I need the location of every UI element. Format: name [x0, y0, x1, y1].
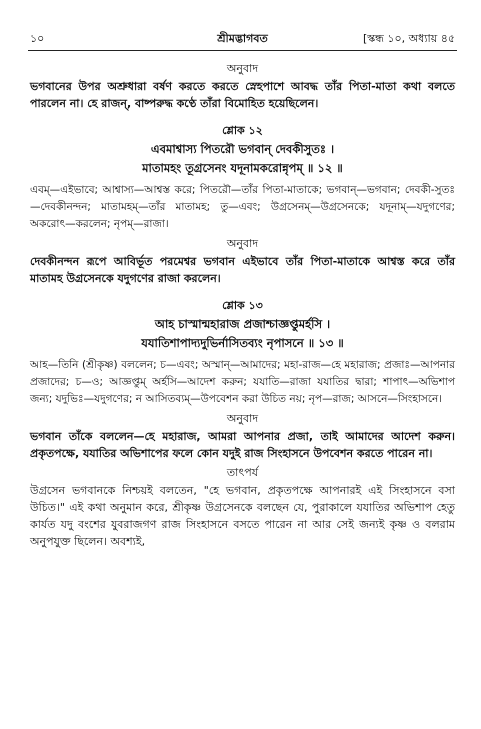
chapter-reference: [স্কন্ধ ১০, অধ্যায় ৪৫	[362, 32, 455, 45]
sanskrit-verse	[30, 140, 455, 178]
translation-text: ভগবান তাঁকে বললেন—হে মহারাজ, আমরা আপনার প্রজা, তাই আমাদের আদেশ করুন। প্রকৃতপক্ষে, যযাতির অভিশাপের ফলে কোন যদুই রাজ সিংহাসনে উপবেশন করতে পারেন না।	[30, 430, 455, 460]
section-heading: অনুবাদ	[226, 237, 259, 250]
sanskrit-line: মাতামহং তূগ্রসেনং যদূনামকরোন্নৃপম্ ॥ ১২ ॥	[142, 161, 343, 175]
page-body	[30, 58, 455, 552]
sanskrit-line: এবমাশ্বাস্য পিতরৌ ভগবান্ দেবকীসুতঃ ।	[150, 142, 335, 156]
header-rule	[28, 50, 457, 51]
word-synonyms: আহ—তিনি (শ্রীকৃষ্ণ) বললেন; চ—এবং; অস্মান্—আমাদের; মহা-রাজ—হে মহারাজ; প্রজাঃ—আপনার প্রজাদের; চ—ও; আজ্ঞপ্তুম্ অর্হসি—আদেশ করুন; যযাতি—রাজা যযাতির দ্বারা; শাপাৎ—অভিশাপ জন্য; যদুভিঃ—যদুগণের; ন আসিতব্যম্—উপবেশন করা উচিত নয়; নৃপ—রাজ; আসনে—সিংহাসনে।	[30, 359, 455, 405]
page-number: ১০	[30, 32, 45, 45]
purport-text: উগ্রসেন ভগবানকে নিশ্চয়ই বলতেন, "হে ভগবান, প্রকৃতপক্ষে আপনারই এই সিংহাসনে বসা উচিত।" এই কথা অনুমান করে, শ্রীকৃষ্ণ উগ্রসেনকে বলছেন যে, পুরাকালে যযাতির অভিশাপ হেতু কার্যত যদু বংশের যুবরাজগণ রাজ সিংহাসনে বসতে পারেন না আর সেই জন্যই কৃষ্ণ ও বলরাম অনুপযুক্ত ছিলেন। অবশ্যই,	[30, 484, 455, 548]
sanskrit-verse	[30, 315, 455, 353]
book-title: শ্রীমদ্ভাগবত	[217, 32, 268, 45]
section-heading: অনুবাদ	[226, 412, 259, 425]
sanskrit-line: আহ চাস্মান্মহারাজ প্রজাশ্চাজ্ঞপ্তুমর্হসি ।	[154, 317, 331, 331]
translation-text: দেবকীনন্দন রূপে আবির্ভূত পরমেশ্বর ভগবান এইভাবে তাঁর পিতা-মাতাকে আশ্বস্ত করে তাঁর মাতামহ উগ্রসেনকে যদুগণের রাজা করলেন।	[30, 255, 455, 285]
word-synonyms: এবম্—এইভাবে; আশ্বাস্য—আশ্বস্ত করে; পিতরৌ—তাঁর পিতা-মাতাকে; ভগবান্—ভগবান; দেবকী-সুতঃ—দেবকীনন্দন; মাতামহম্—তাঁর মাতামহ; তু—এবং; উগ্রসেনম্—উগ্রসেনকে; যদূনাম্—যদুগণের; অকরোৎ—করলেন; নৃপম্—রাজা।	[30, 184, 455, 230]
running-header	[30, 30, 455, 50]
verse-heading: শ্লোক ১২	[222, 124, 263, 137]
verse-heading: শ্লোক ১৩	[222, 299, 263, 312]
translation-text: ভগবানের উপর অশ্রুধারা বর্ষণ করতে করতে স্নেহপাশে আবদ্ধ তাঁর পিতা-মাতা কথা বলতে পারলেন না। হে রাজন্, বাষ্পরুদ্ধ কণ্ঠে তাঁরা বিমোহিত হয়েছিলেন।	[30, 80, 455, 110]
sanskrit-line: যযাতিশাপাদ্যদুভির্নাসিতব্যং নৃপাসনে ॥ ১৩ ॥	[141, 336, 344, 350]
section-heading: অনুবাদ	[226, 62, 259, 75]
purport-heading: তাৎপর্য	[226, 466, 259, 479]
